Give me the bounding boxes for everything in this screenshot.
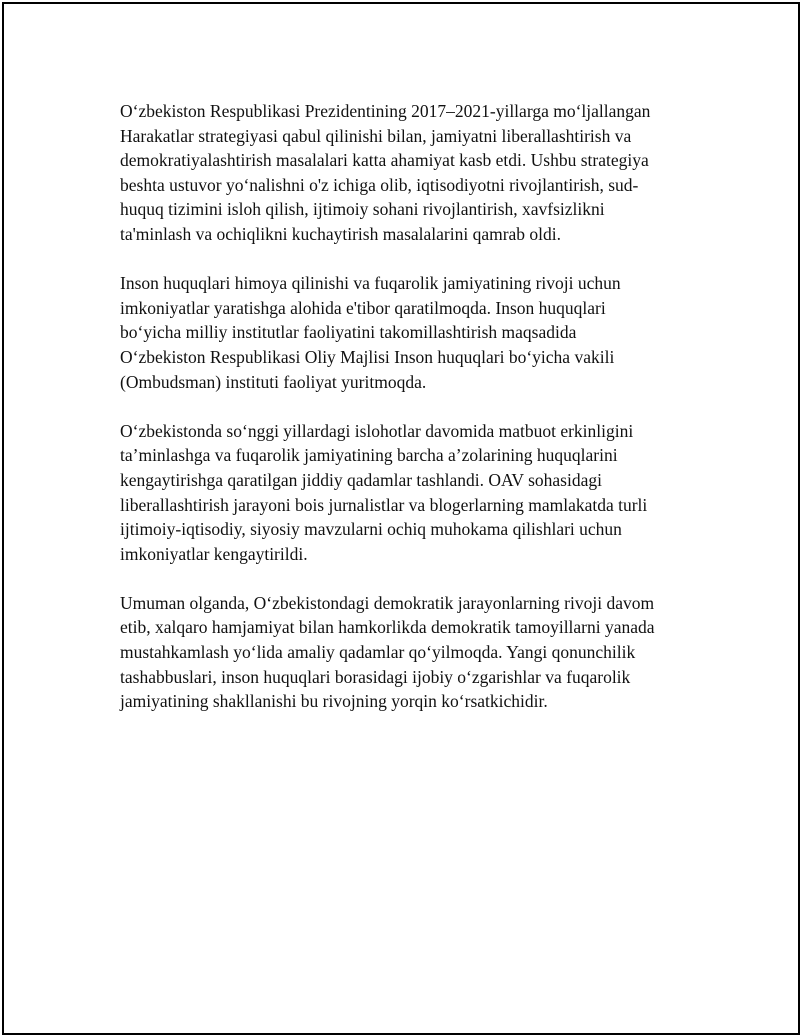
paragraph-2: Inson huquqlari himoya qilinishi va fuqarolik jamiyatining rivoji uchun imkoniyatlar yaratishga alohida e'tibor qaratilmoqda. Inson huquqlari bo‘yicha milliy institutlar faoliyatini takomillashtirish maqsadida O‘zbekiston Respublikasi Oliy Majlisi Inson huquqlari bo‘yicha vakili (Ombudsman) instituti faoliyat yuritmoqda. (120, 273, 621, 392)
paragraph-1: O‘zbekiston Respublikasi Prezidentining 2017–2021-yillarga mo‘ljallangan Harakatlar strategiyasi qabul qilinishi bilan, jamiyatni liberallashtirish va demokratiyalashtirish masalalari katta ahamiyat kasb etdi. Ushbu strategiya beshta ustuvor yo‘nalishni o'z ichiga olib, iqtisodiyotni rivojlantirish, sud- huquq tizimini isloh qilish, ijtimoiy sohani rivojlantirish, xavfsizlikni ta'minlash va ochiqlikni kuchaytirish masalalarini qamrab oldi. (120, 101, 651, 244)
page-frame (2, 2, 800, 1035)
document-body (120, 99, 710, 738)
paragraph-3: O‘zbekistonda so‘nggi yillardagi islohotlar davomida matbuot erkinligini ta’minlashga va fuqarolik jamiyatining barcha a’zolarining huquqlarini kengaytirishga qaratilgan jiddiy qadamlar tashlandi. OAV sohasidagi liberallashtirish jarayoni bois jurnalistlar va blogerlarning mamlakatda turli ijtimoiy-iqtisodiy, siyosiy mavzularni ochiq muhokama qilishlari uchun imkoniyatlar kengaytirildi. (120, 420, 648, 564)
paragraph-4: Umuman olganda, O‘zbekistondagi demokratik jarayonlarning rivoji davom etib, xalqaro hamjamiyat bilan hamkorlikda demokratik tamoyillarni yanada mustahkamlash yo‘lida amaliy qadamlar qo‘yilmoqda. Yangi qonunchilik tashabbuslari, inson huquqlari borasidagi ijobiy o‘zgarishlar va fuqarolik jamiyatining shakllanishi bu rivojning yorqin ko‘rsatkichidir. (120, 592, 655, 712)
